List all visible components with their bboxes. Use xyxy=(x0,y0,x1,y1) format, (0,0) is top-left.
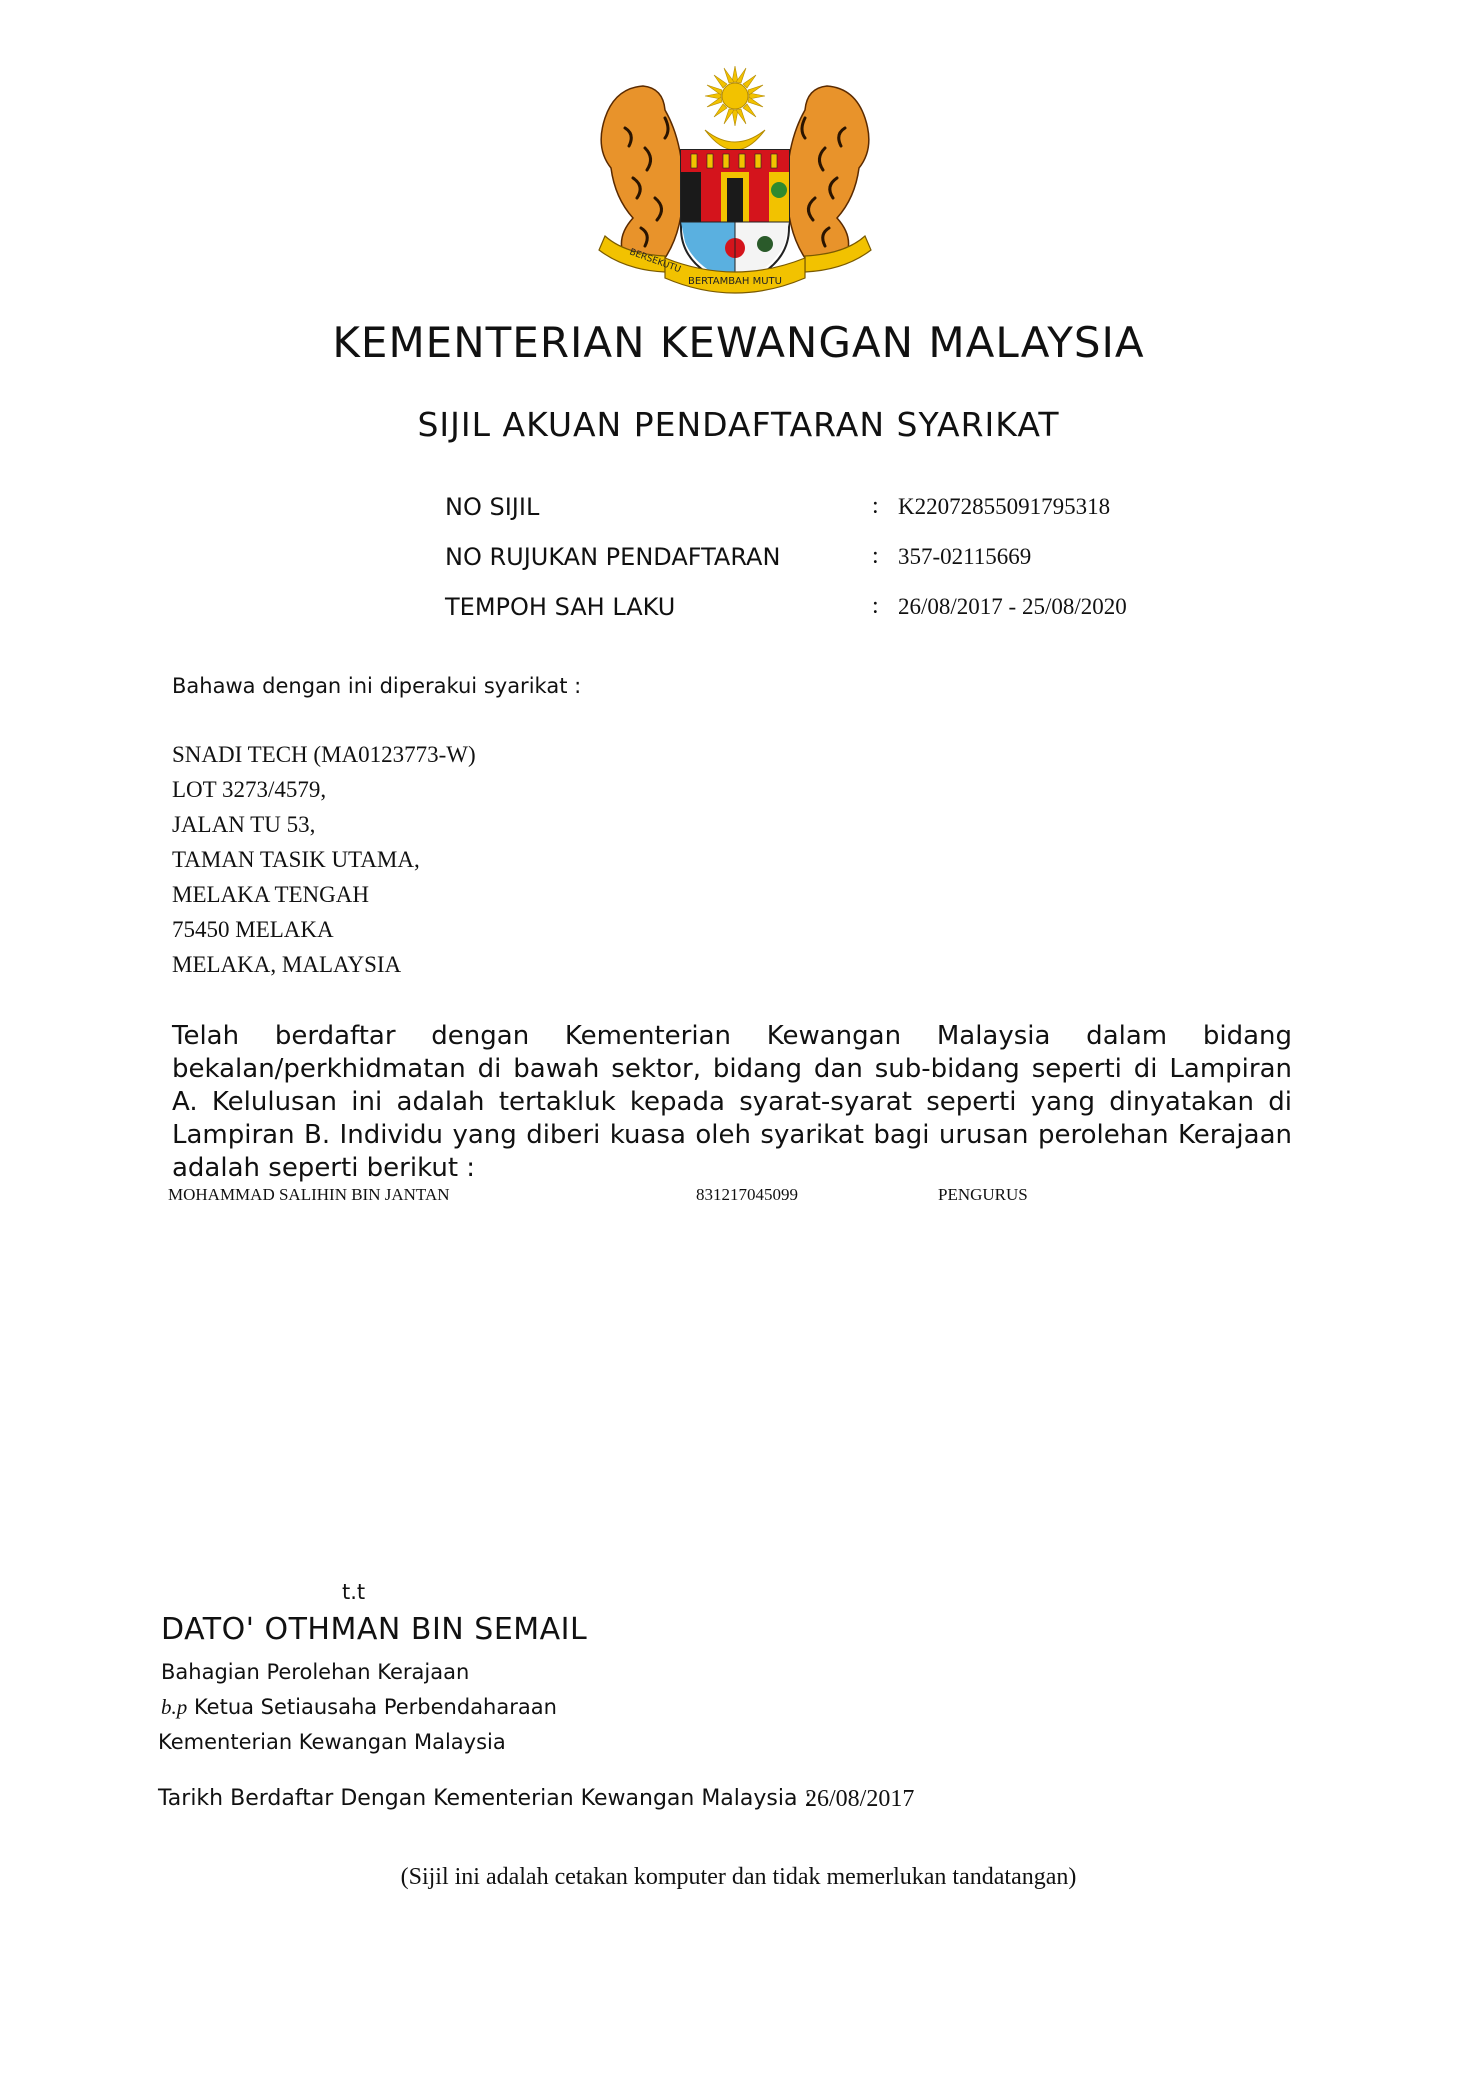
registration-date-value: 26/08/2017 xyxy=(805,1786,915,1812)
field-colon: : xyxy=(872,543,879,569)
footer-note: (Sijil ini adalah cetakan komputer dan tidak memerlukan tandatangan) xyxy=(400,1864,1077,1890)
field-value-no-rujukan: 357-02115669 xyxy=(898,544,1032,569)
registration-date-label: Tarikh Berdaftar Dengan Kementerian Kewangan Malaysia : xyxy=(158,1786,812,1811)
address-line: LOT 3273/4579, xyxy=(172,777,327,802)
field-value-no-sijil: K22072855091795318 xyxy=(898,494,1111,519)
field-label-no-sijil: NO SIJIL xyxy=(445,493,540,521)
motto-center-text: BERTAMBAH MUTU xyxy=(688,276,782,287)
motto-left-text: BERSEKUTU xyxy=(627,247,683,276)
registration-paragraph: Telah berdaftar dengan Kementerian Kewangan Malaysia dalam bidang bekalan/perkhidmatan di bawah sektor, bidang dan sub-bidang seperti di Lampiran A. Kelulusan ini adalah tertakluk kepada syarat-syarat seperti yang dinyatakan di Lampiran B. Individu yang diberi kuasa oleh syarikat bagi urusan perolehan Kerajaan adalah seperti berikut : xyxy=(172,1021,1292,1183)
address-line: JALAN TU 53, xyxy=(172,812,316,837)
malaysia-coat-of-arms-icon xyxy=(585,58,885,308)
signer-position-line xyxy=(161,1695,557,1720)
field-colon: : xyxy=(872,493,879,519)
signer-division: Bahagian Perolehan Kerajaan xyxy=(161,1660,470,1684)
authorized-person-name: MOHAMMAD SALIHIN BIN JANTAN xyxy=(168,1185,450,1204)
authorized-person-role: PENGURUS xyxy=(938,1185,1028,1204)
field-value-tempoh: 26/08/2017 - 25/08/2020 xyxy=(898,594,1127,619)
address-line: TAMAN TASIK UTAMA, xyxy=(172,847,420,872)
signer-position: Ketua Setiausaha Perbendaharaan xyxy=(193,1695,557,1719)
authorized-person-id: 831217045099 xyxy=(696,1185,798,1204)
address-line: MELAKA TENGAH xyxy=(172,882,369,907)
tt-mark: t.t xyxy=(342,1580,366,1604)
bp-prefix: b.p xyxy=(161,1695,188,1719)
ministry-title: KEMENTERIAN KEWANGAN MALAYSIA xyxy=(332,318,1145,367)
address-line: SNADI TECH (MA0123773-W) xyxy=(172,742,476,767)
certificate-title: SIJIL AKUAN PENDAFTARAN SYARIKAT xyxy=(417,405,1060,444)
field-label-no-rujukan: NO RUJUKAN PENDAFTARAN xyxy=(445,543,781,571)
intro-text: Bahawa dengan ini diperakui syarikat : xyxy=(172,674,582,698)
field-colon: : xyxy=(872,593,879,619)
signer-ministry: Kementerian Kewangan Malaysia xyxy=(158,1730,506,1754)
field-label-tempoh: TEMPOH SAH LAKU xyxy=(445,593,676,621)
address-line: MELAKA, MALAYSIA xyxy=(172,952,402,977)
signer-name: DATO' OTHMAN BIN SEMAIL xyxy=(161,1612,588,1647)
address-line: 75450 MELAKA xyxy=(172,917,334,942)
